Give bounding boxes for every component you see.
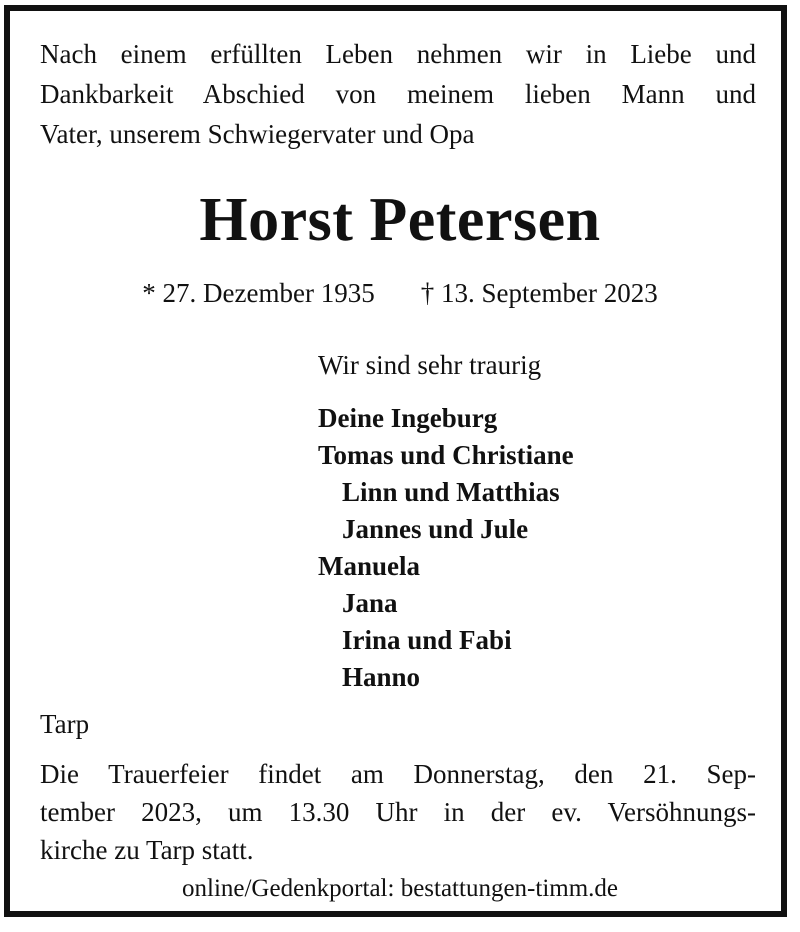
intro-line: Dankbarkeit Abschied von meinem lieben Mann und <box>40 79 756 109</box>
life-dates <box>0 273 800 313</box>
service-line: tember 2023, um 13.30 Uhr in der ev. Versöhnungs- <box>40 797 756 827</box>
service-line: kirche zu Tarp statt. <box>40 835 254 865</box>
mourner-name: Hanno <box>342 662 421 692</box>
deceased-name: Horst Petersen <box>199 186 601 254</box>
mourner-name: Irina und Fabi <box>342 625 512 655</box>
birth-date: * 27. Dezember 1935 <box>142 278 375 308</box>
mourner-name: Manuela <box>318 551 421 581</box>
mourner-name: Deine Ingeburg <box>318 403 498 433</box>
intro-line: Nach einem erfüllten Leben nehmen wir in Liebe und <box>40 39 756 69</box>
mourner-name: Jana <box>342 588 398 618</box>
online-memorial-note: online/Gedenkportal: bestattungen-timm.de <box>182 875 618 902</box>
intro-line: Vater, unserem Schwiegervater und Opa <box>40 119 475 149</box>
death-date: † 13. September 2023 <box>420 278 658 308</box>
mourner-name: Linn und Matthias <box>342 477 560 507</box>
place-name: Tarp <box>40 709 90 739</box>
intro-text <box>40 34 756 154</box>
mourner-name: Tomas und Christiane <box>318 440 574 470</box>
service-announcement <box>40 755 756 869</box>
mourner-name: Jannes und Jule <box>342 514 529 544</box>
service-line: Die Trauerfeier findet am Donnerstag, den 21. Sep- <box>40 759 756 789</box>
mourners-block <box>318 347 574 696</box>
mourners-lead: Wir sind sehr traurig <box>318 350 542 380</box>
